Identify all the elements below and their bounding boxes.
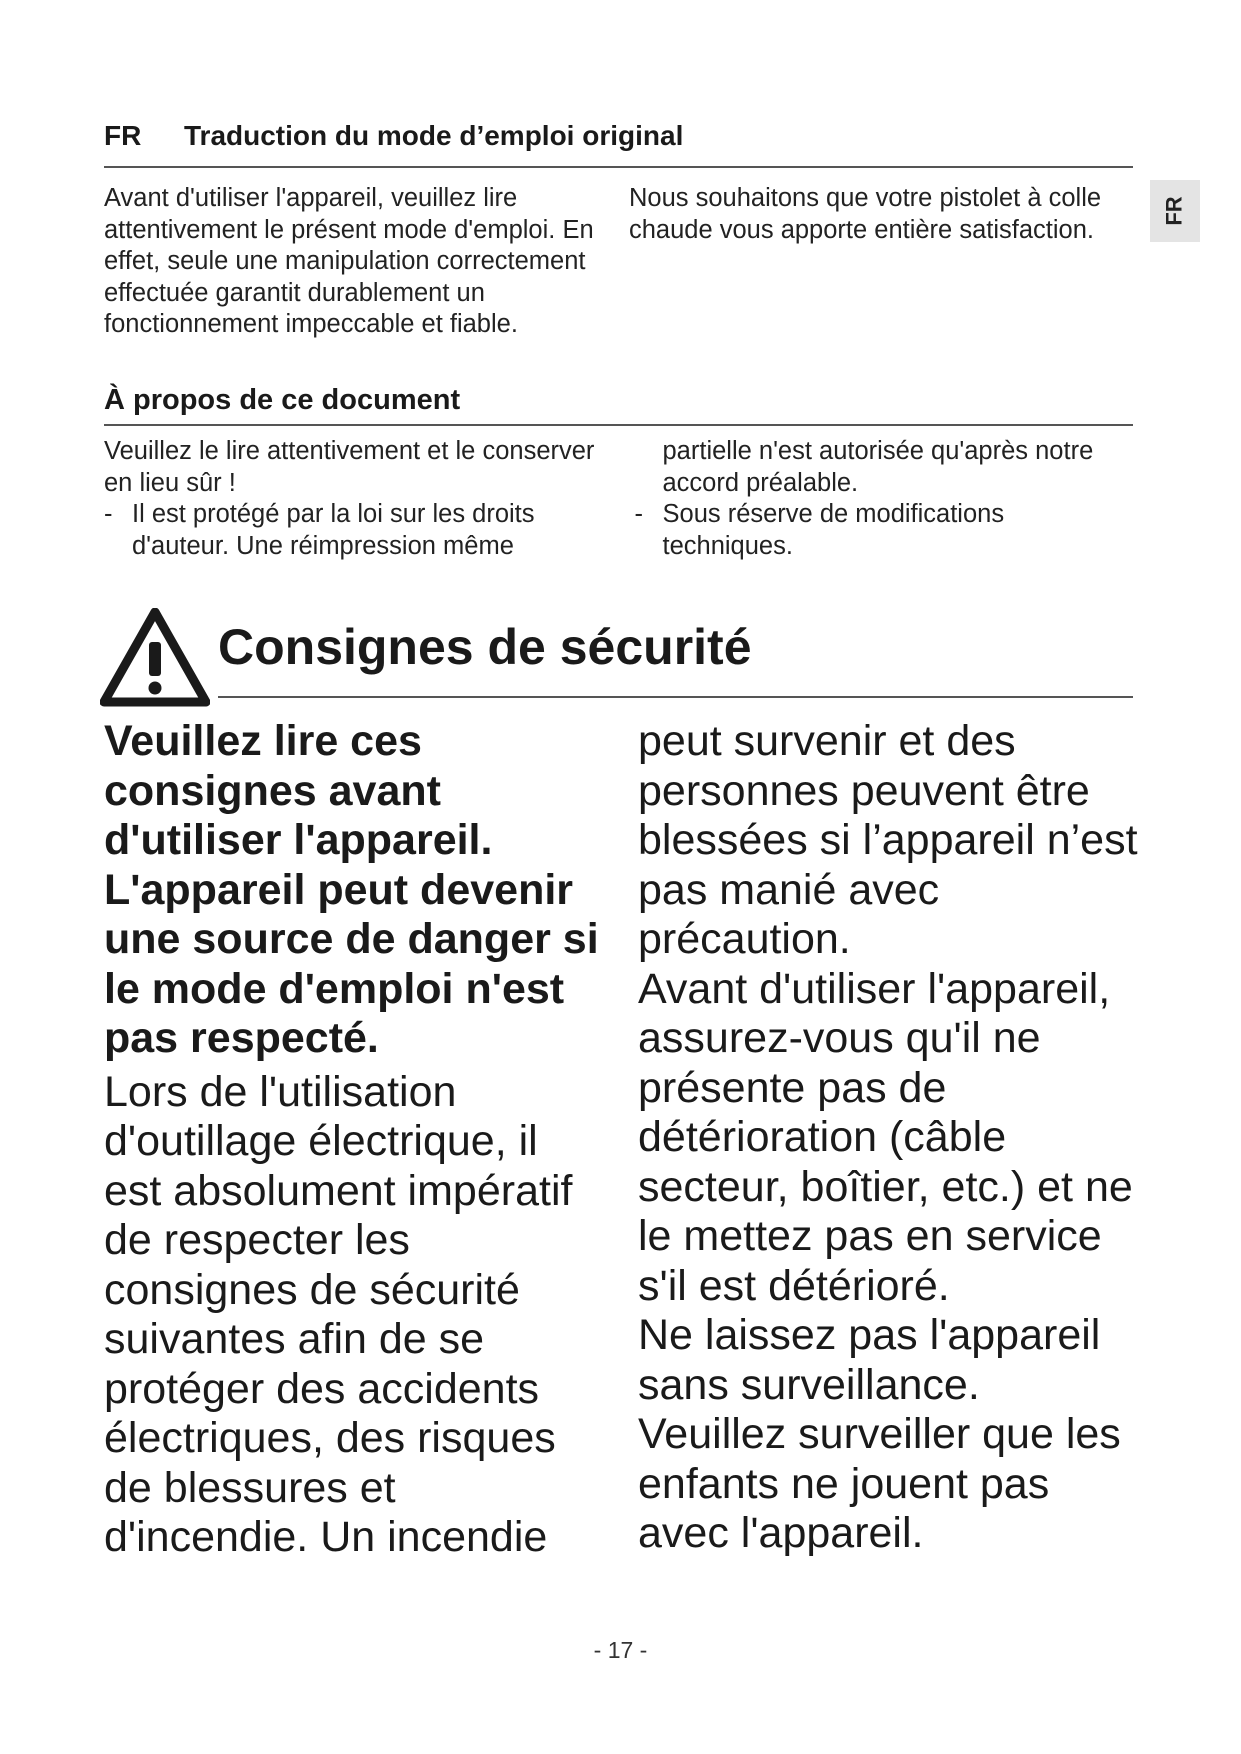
warning-triangle-icon (100, 608, 210, 708)
intro-right: Nous souhaitons que votre pistolet à colle chaude vous apporte entière satisfaction. (629, 184, 1102, 244)
about-rule (104, 424, 1133, 426)
safety-paragraph: Ne laissez pas l'appareil sans surveillance. (638, 1311, 1101, 1409)
header-title: Traduction du mode d’emploi original (184, 120, 684, 151)
safety-paragraph: Avant d'utiliser l'appareil, assurez-vous qu'il ne présente pas de détérioration (câble secteur, boîtier, etc.) et ne le mettez pas en service s'il est détérioré. (638, 964, 1133, 1310)
safety-paragraph: Veuillez surveiller que les enfants ne jouent pas avec l'appareil. (638, 1410, 1121, 1557)
safety-heading: Consignes de sécurité (218, 619, 752, 675)
language-side-tab (1150, 180, 1200, 242)
safety-rule (218, 696, 1133, 698)
header-lang-code: FR (104, 120, 142, 151)
about-body (104, 436, 1133, 564)
intro-left: Avant d'utiliser l'appareil, veuillez lire attentivement le présent mode d'emploi. En effet, seule une manipulation correctement effectuée garantit durablement un fonctionnement impeccable et fiable. (104, 184, 594, 338)
header-rule (104, 166, 1133, 168)
side-tab-label: FR (1161, 196, 1187, 226)
page-header (104, 120, 683, 152)
about-bullet: - Il est protégé par la loi sur les droits d'auteur. Une réimpression même partielle n'est autorisée qu'après notre accord préalable. (104, 436, 1133, 562)
about-bullet: - Sous réserve de modifications techniques. (635, 499, 1134, 562)
safety-warning: Veuillez lire ces consignes avant d'utiliser l'appareil. L'appareil peut devenir une source de danger si le mode d'emploi n'est pas respecté. (104, 717, 599, 1062)
about-intro-text: Veuillez le lire attentivement et le conserver en lieu sûr ! (104, 437, 595, 497)
about-heading: À propos de ce document (104, 384, 461, 416)
safety-body (104, 717, 1140, 1627)
page-number: - 17 - (593, 1637, 648, 1663)
safety-paragraph: Lors de l'utilisation d'outillage électrique, il est absolument impératif de respecter les consignes de sécurité suivantes afin de se protéger des accidents électriques, des risques de blessures et d'incendie. Un incendie peut survenir et des personnes peuvent être blessées si l’appareil n’est pas manié avec précaution. (104, 717, 1138, 1561)
